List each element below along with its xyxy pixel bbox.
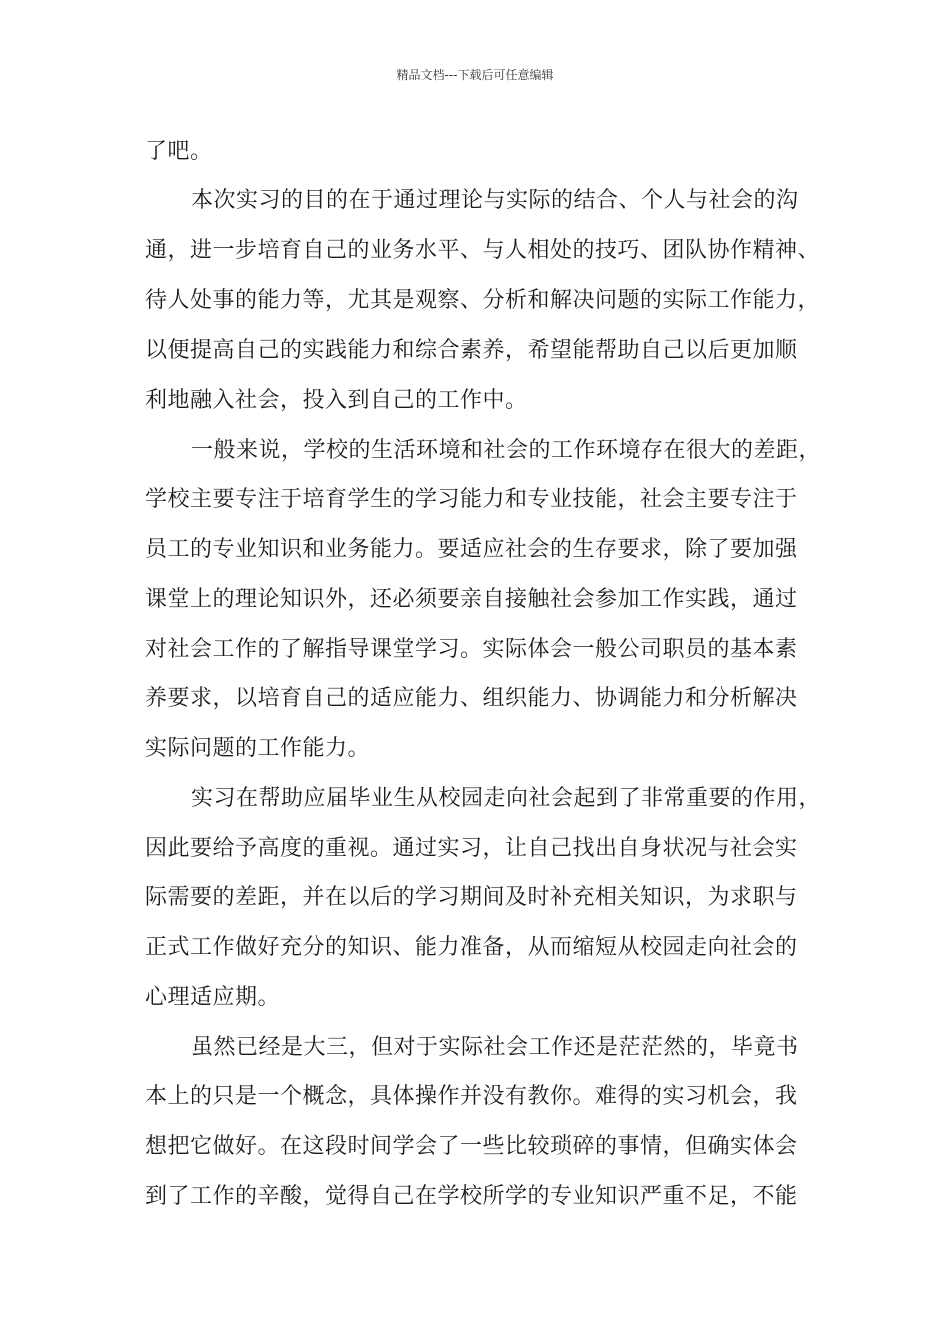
text-line: 对社会工作的了解指导课堂学习。实际体会一般公司职员的基本素: [145, 637, 798, 662]
text-line: 养要求，以培育自己的适应能力、组织能力、协调能力和分析解决: [145, 686, 798, 711]
text-line: 想把它做好。在这段时间学会了一些比较琐碎的事情，但确实体会: [145, 1134, 798, 1159]
text-line: 利地融入社会，投入到自己的工作中。: [145, 388, 528, 413]
text-line: 因此要给予高度的重视。通过实习，让自己找出自身状况与社会实: [145, 836, 798, 861]
text-line: 际需要的差距，并在以后的学习期间及时补充相关知识，为求职与: [145, 885, 798, 910]
text-line: 待人处事的能力等，尤其是观察、分析和解决问题的实际工作能力，: [145, 288, 821, 313]
text-line: 学校主要专注于培育学生的学习能力和专业技能，社会主要专注于: [145, 487, 798, 512]
text-line: 正式工作做好充分的知识、能力准备，从而缩短从校园走向社会的: [145, 935, 798, 960]
text-line: 本上的只是一个概念，具体操作并没有教你。难得的实习机会，我: [145, 1084, 798, 1109]
page-header: 精品文档---下载后可任意编辑: [396, 68, 554, 82]
text-line: 课堂上的理论知识外，还必须要亲自接触社会参加工作实践，通过: [145, 587, 798, 612]
text-line: 通，进一步培育自己的业务水平、与人相处的技巧、团队协作精神、: [145, 238, 821, 263]
text-line: 到了工作的辛酸，觉得自己在学校所学的专业知识严重不足，不能: [145, 1184, 798, 1209]
text-line: 以便提高自己的实践能力和综合素养，希望能帮助自己以后更加顺: [145, 338, 798, 363]
text-line: 了吧。: [145, 139, 213, 164]
paragraph-first-line: 一般来说，学校的生活环境和社会的工作环境存在很大的差距，: [191, 438, 822, 463]
paragraph-first-line: 本次实习的目的在于通过理论与实际的结合、个人与社会的沟: [191, 188, 799, 213]
paragraph-first-line: 虽然已经是大三，但对于实际社会工作还是茫茫然的，毕竟书: [191, 1035, 799, 1060]
paragraph-first-line: 实习在帮助应届毕业生从校园走向社会起到了非常重要的作用，: [191, 786, 822, 811]
text-line: 实际问题的工作能力。: [145, 736, 371, 761]
text-line: 心理适应期。: [145, 985, 281, 1010]
text-line: 员工的专业知识和业务能力。要适应社会的生存要求，除了要加强: [145, 537, 798, 562]
